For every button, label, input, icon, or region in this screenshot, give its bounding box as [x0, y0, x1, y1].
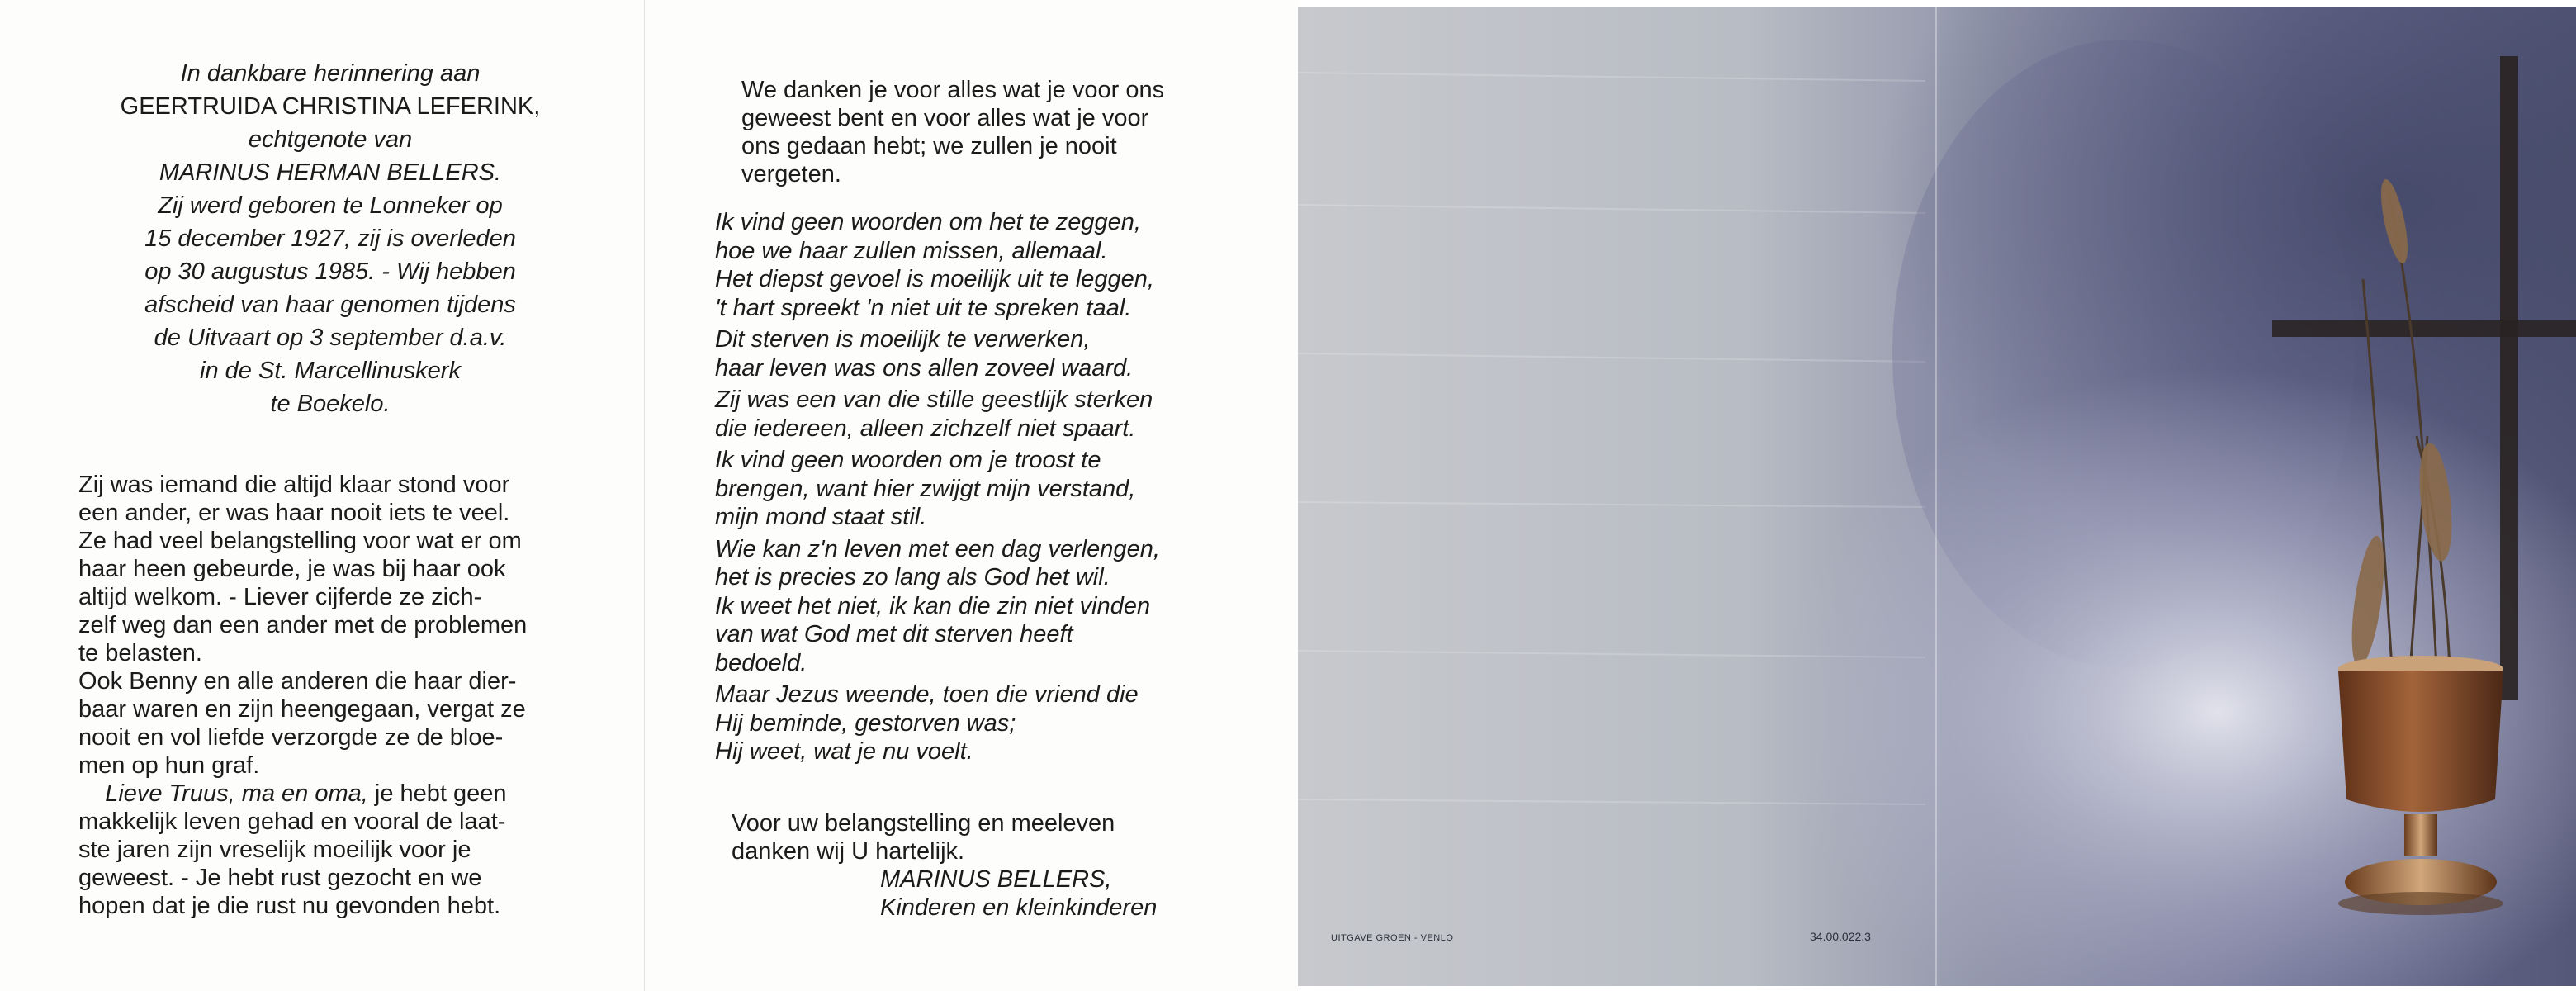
- poem-line: mijn mond staat stil.: [715, 504, 927, 530]
- bio-line: Zij was iemand die altijd klaar stond voor: [78, 472, 510, 498]
- closing-thanks: [732, 809, 1260, 922]
- poem-stanza: [715, 680, 1243, 766]
- poem-line: hoe we haar zullen missen, allemaal.: [715, 237, 1108, 264]
- poem-stanza: [715, 208, 1243, 322]
- thanks-line: ons gedaan hebt; we zullen je nooit: [741, 133, 1117, 159]
- card-code: 34.00.022.3: [1810, 930, 1871, 943]
- bio-line: Ze had veel belangstelling voor wat er om: [78, 528, 522, 554]
- bio-line: ste jaren zijn vreselijk moeilijk voor je: [78, 837, 471, 863]
- bio-line: een ander, er was haar nooit iets te veel.: [78, 500, 510, 526]
- bio-line: baar waren en zijn heengegaan, vergat ze: [78, 696, 526, 723]
- poem-stanza: [715, 325, 1243, 382]
- painting-panel: [1298, 7, 2576, 986]
- memorial-intro: In dankbare herinnering aan: [180, 60, 481, 87]
- birth-line: afscheid van haar genomen tijdens: [144, 292, 516, 318]
- memorial-heading: [66, 59, 594, 423]
- poem-line: haar leven was ons allen zoveel waard.: [715, 354, 1134, 382]
- signature-family: Kinderen en kleinkinderen: [880, 894, 1158, 921]
- signature-name: MARINUS BELLERS,: [880, 866, 1112, 893]
- bio-paragraph-2: [78, 667, 607, 780]
- poem-line: die iedereen, alleen zichzelf niet spaart.: [715, 415, 1136, 442]
- bio-line: nooit en vol liefde verzorgde ze de bloe-: [78, 724, 504, 751]
- poem-stanza: [715, 386, 1243, 443]
- birth-line: te Boekelo.: [270, 391, 391, 417]
- publisher-imprint: UITGAVE GROEN - VENLO: [1331, 933, 1454, 943]
- poem-line: Hij beminde, gestorven was;: [715, 709, 1016, 737]
- closing-line: danken wij U hartelijk.: [732, 838, 965, 865]
- birth-line: 15 december 1927, zij is overleden: [144, 225, 516, 252]
- bio-line-rest: je hebt geen: [367, 780, 507, 807]
- poem-line: Zij was een van die stille geestlijk sterken: [715, 386, 1153, 413]
- bio-line: altijd welkom. - Liever cijferde ze zich-: [78, 584, 482, 610]
- painting: [1298, 7, 2576, 986]
- bio-line: men op hun graf.: [78, 752, 260, 779]
- poem-line: Dit sterven is moeilijk te verwerken,: [715, 326, 1091, 353]
- bio-line: te belasten.: [78, 640, 202, 666]
- thanks-line: We danken je voor alles wat je voor ons: [741, 77, 1165, 103]
- bio-paragraph-3: [78, 780, 607, 920]
- poem-line: Ik vind geen woorden om het te zeggen,: [715, 209, 1141, 235]
- birth-death-details: [66, 192, 594, 418]
- spouse-name: MARINUS HERMAN BELLERS.: [159, 159, 502, 186]
- poem-stanza: [715, 535, 1243, 678]
- bio-line: geweest. - Je hebt rust gezocht en we: [78, 865, 482, 891]
- poem-line: het is precies zo lang als God het wil.: [715, 564, 1110, 590]
- light-glow: [1298, 7, 2576, 986]
- poem-line: Ik weet het niet, ik kan die zin niet vinden: [715, 592, 1151, 619]
- poem-line: Hij weet, wat je nu voelt.: [715, 738, 973, 765]
- birth-line: in de St. Marcellinuskerk: [200, 358, 461, 384]
- card-page-left: [0, 0, 644, 991]
- address-to-truus: Lieve Truus, ma en oma,: [105, 780, 368, 807]
- bio-paragraph-1: [78, 471, 607, 667]
- biography: [78, 471, 607, 920]
- bio-line: haar heen gebeurde, je was bij haar ook: [78, 556, 506, 582]
- spouse-label: echtgenote van: [248, 126, 413, 153]
- poem-line: brengen, want hier zwijgt mijn verstand,: [715, 475, 1136, 502]
- goblet: [2338, 656, 2503, 915]
- birth-line: op 30 augustus 1985. - Wij hebben: [144, 258, 516, 285]
- thanks-line: geweest bent en voor alles wat je voor: [741, 105, 1149, 131]
- poem-line: Wie kan z'n leven met een dag verlengen,: [715, 535, 1160, 562]
- poem-line: bedoeld.: [715, 649, 807, 676]
- thanks-line: vergeten.: [741, 161, 841, 187]
- poem: [715, 208, 1243, 770]
- bio-line: hopen dat je die rust nu gevonden hebt.: [78, 893, 501, 919]
- bio-line: makkelijk leven gehad en vooral de laat-: [78, 808, 506, 835]
- poem-stanza: [715, 446, 1243, 532]
- poem-line: Ik vind geen woorden om je troost te: [715, 447, 1101, 473]
- poem-line: Het diepst gevoel is moeilijk uit te leggen,: [715, 266, 1154, 292]
- birth-line: Zij werd geboren te Lonneker op: [158, 192, 503, 219]
- closing-line: Voor uw belangstelling en meeleven: [732, 810, 1115, 837]
- bio-line: Ook Benny en alle anderen die haar dier-: [78, 668, 517, 695]
- bio-line: [78, 780, 607, 808]
- thanks-paragraph: [741, 76, 1253, 188]
- poem-line: Maar Jezus weende, toen die vriend die: [715, 681, 1139, 708]
- card-fold: [1935, 7, 1937, 986]
- poem-line: 't hart spreekt 'n niet uit te spreken taal.: [715, 294, 1132, 321]
- deceased-name: GEERTRUIDA CHRISTINA LEFERINK,: [120, 93, 541, 120]
- poem-line: van wat God met dit sterven heeft: [715, 621, 1073, 647]
- bio-line: zelf weg dan een ander met de problemen: [78, 612, 528, 638]
- birth-line: de Uitvaart op 3 september d.a.v.: [154, 325, 507, 351]
